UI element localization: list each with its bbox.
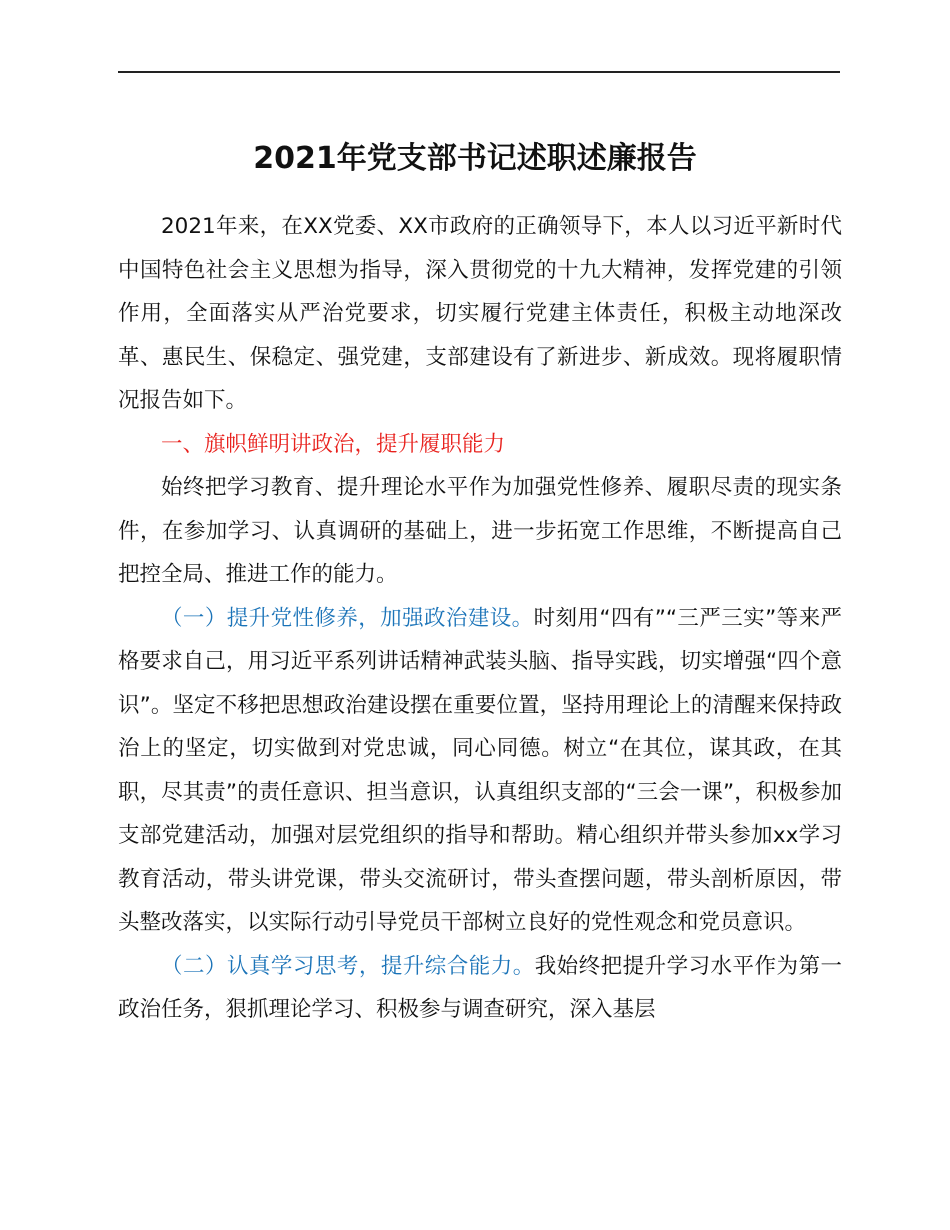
subsection-2-text: 我始终把提升学习水平作为第一政治任务，狠抓理论学习、积极参与调查研究，深入基层 bbox=[118, 953, 842, 1022]
subsection-1-paragraph bbox=[118, 597, 842, 945]
document-title: 2021年党支部书记述职述廉报告 bbox=[253, 141, 697, 176]
header-rule bbox=[118, 71, 840, 73]
section-1-paragraph: 始终把学习教育、提升理论水平作为加强党性修养、履职尽责的现实条件，在参加学习、认真调研的基础上，进一步拓宽工作思维，不断提高自己把控全局、推进工作的能力。 bbox=[118, 475, 842, 587]
document-body bbox=[118, 205, 842, 1032]
subsection-1-heading: （一）提升党性修养，加强政治建设。 bbox=[161, 605, 534, 631]
subsection-2-paragraph bbox=[118, 945, 842, 1032]
section-heading-1: 一、旗帜鲜明讲政治，提升履职能力 bbox=[161, 431, 506, 457]
subsection-2-heading: （二）认真学习思考，提升综合能力。 bbox=[161, 953, 535, 979]
intro-paragraph: 2021年来，在XX党委、XX市政府的正确领导下，本人以习近平新时代中国特色社会主义思想为指导，深入贯彻党的十九大精神，发挥党建的引领作用，全面落实从严治党要求，切实履行党建主体责任，积极主动地深改革、惠民生、保稳定、强党建，支部建设有了新进步、新成效。现将履职情况报告如下。 bbox=[118, 214, 842, 413]
subsection-1-text: 时刻用“四有”“三严三实”等来严格要求自己，用习近平系列讲话精神武装头脑、指导实践，切实增强“四个意识”。坚定不移把思想政治建设摆在重要位置，坚持用理论上的清醒来保持政治上的坚定，切实做到对党忠诚，同心同德。树立“在其位，谋其政，在其职，尽其责”的责任意识、担当意识，认真组织支部的“三会一课”，积极参加支部党建活动，加强对层党组织的指导和帮助。精心组织并带头参加xx学习教育活动，带头讲党课，带头交流研讨，带头查摆问题，带头剖析原因，带头整改落实，以实际行动引导党员干部树立良好的党性观念和党员意识。 bbox=[118, 605, 842, 935]
